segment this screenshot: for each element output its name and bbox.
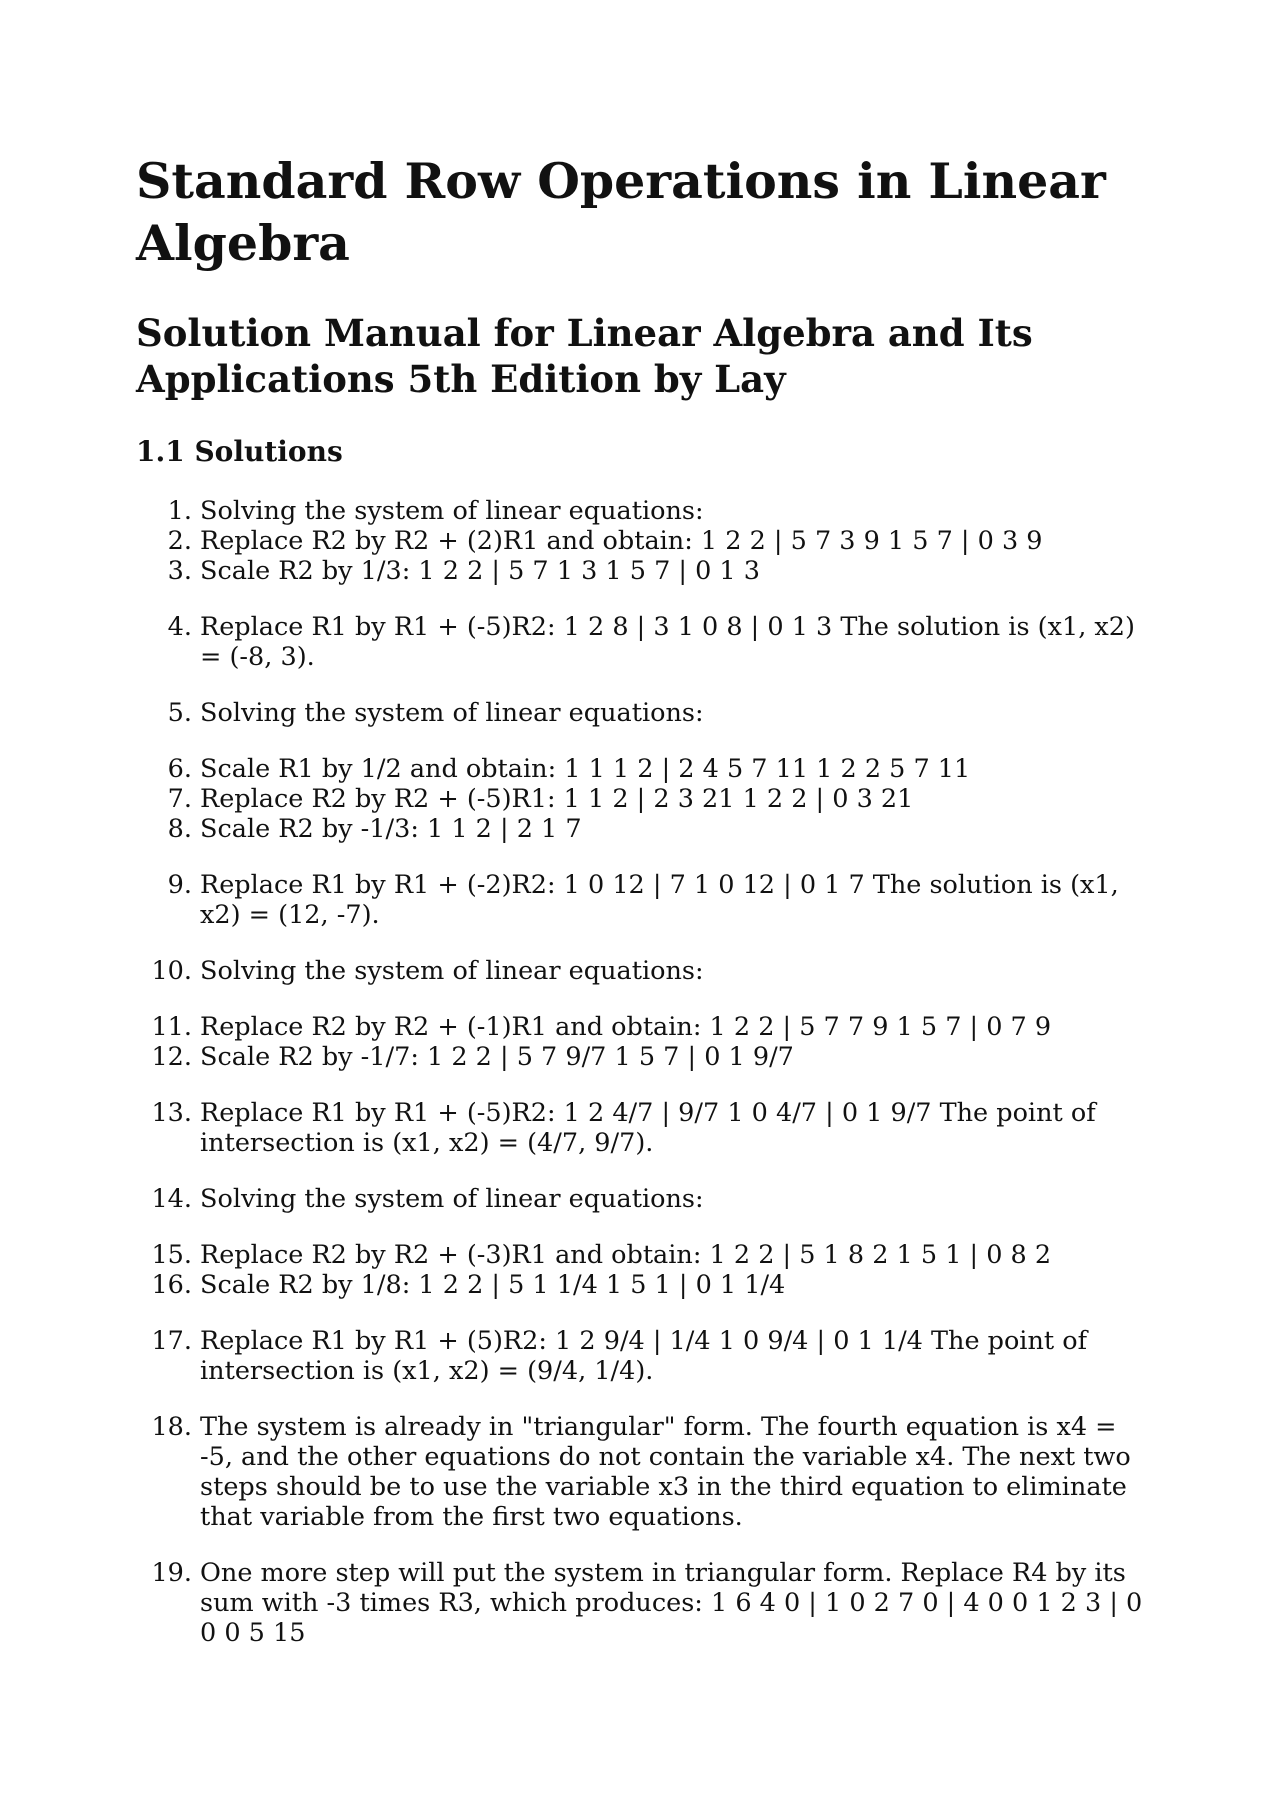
item-number: 3. <box>167 556 192 586</box>
item-text: Solving the system of linear equations: <box>200 496 704 526</box>
item-text: Replace R2 by R2 + (2)R1 and obtain: 1 2 2 | 5 7 3 9 1 5 7 | 0 3 9 <box>200 526 1043 556</box>
item-text: One more step will put the system in triangular form. Replace R4 by its sum with -3 times R3, which produces: 1 6 4 0 | 1 0 2 7 0 | 4 0 0 1 2 3 | 0 0 0 5 15 <box>200 1558 1143 1648</box>
list-item-1 <box>136 496 1156 526</box>
item-number: 9. <box>167 870 192 900</box>
list-item-17 <box>136 1326 1156 1386</box>
item-text: Scale R2 by 1/8: 1 2 2 | 5 1 1/4 1 5 1 | 0 1 1/4 <box>200 1270 786 1300</box>
item-number: 8. <box>167 814 192 844</box>
solution-list <box>136 496 1156 1648</box>
item-number: 5. <box>167 698 192 728</box>
item-text: Scale R2 by -1/3: 1 1 2 | 2 1 7 <box>200 814 582 844</box>
item-number: 7. <box>167 784 192 814</box>
list-item-15 <box>136 1240 1156 1270</box>
item-number: 18. <box>151 1412 192 1442</box>
list-item-16 <box>136 1270 1156 1300</box>
item-number: 12. <box>151 1042 192 1072</box>
list-item-13 <box>136 1098 1156 1158</box>
document-title: Standard Row Operations in Linear Algebra <box>136 152 1106 272</box>
list-item-6 <box>136 754 1156 784</box>
list-item-11 <box>136 1012 1156 1042</box>
item-text: Scale R1 by 1/2 and obtain: 1 1 1 2 | 2 4 5 7 11 1 2 2 5 7 11 <box>200 754 971 784</box>
list-item-14 <box>136 1184 1156 1214</box>
list-item-10 <box>136 956 1156 986</box>
list-item-12 <box>136 1042 1156 1072</box>
list-item-4 <box>136 612 1156 672</box>
item-number: 10. <box>151 956 192 986</box>
item-text: Solving the system of linear equations: <box>200 956 704 986</box>
item-number: 19. <box>151 1558 192 1588</box>
item-text: Replace R2 by R2 + (-3)R1 and obtain: 1 2 2 | 5 1 8 2 1 5 1 | 0 8 2 <box>200 1240 1052 1270</box>
item-text: Replace R2 by R2 + (-1)R1 and obtain: 1 2 2 | 5 7 7 9 1 5 7 | 0 7 9 <box>200 1012 1052 1042</box>
item-text: Solving the system of linear equations: <box>200 1184 704 1214</box>
item-text: Replace R1 by R1 + (-5)R2: 1 2 8 | 3 1 0 8 | 0 1 3 The solution is (x1, x2) = (-8, 3). <box>200 612 1135 672</box>
item-text: Scale R2 by 1/3: 1 2 2 | 5 7 1 3 1 5 7 | 0 1 3 <box>200 556 760 586</box>
item-number: 4. <box>167 612 192 642</box>
item-number: 6. <box>167 754 192 784</box>
item-number: 13. <box>151 1098 192 1128</box>
item-number: 17. <box>151 1326 192 1356</box>
item-text: Replace R1 by R1 + (-5)R2: 1 2 4/7 | 9/7 1 0 4/7 | 0 1 9/7 The point of intersection is (x1, x2) = (4/7, 9/7). <box>200 1098 1096 1158</box>
list-item-7 <box>136 784 1156 814</box>
item-text: Replace R1 by R1 + (-2)R2: 1 0 12 | 7 1 0 12 | 0 1 7 The solution is (x1, x2) = (12, -7). <box>200 870 1119 930</box>
item-number: 14. <box>151 1184 192 1214</box>
list-item-2 <box>136 526 1156 556</box>
item-number: 16. <box>151 1270 192 1300</box>
item-number: 2. <box>167 526 192 556</box>
item-text: Solving the system of linear equations: <box>200 698 704 728</box>
item-text: The system is already in "triangular" form. The fourth equation is x4 = -5, and the other equations do not contain the variable x4. The next two steps should be to use the variable x3 in the third equation to eliminate that variable from the first two equations. <box>200 1412 1131 1532</box>
list-item-8 <box>136 814 1156 844</box>
list-item-19 <box>136 1558 1156 1648</box>
item-text: Scale R2 by -1/7: 1 2 2 | 5 7 9/7 1 5 7 | 0 1 9/7 <box>200 1042 794 1072</box>
list-item-18 <box>136 1412 1156 1532</box>
list-item-9 <box>136 870 1156 930</box>
list-item-5 <box>136 698 1156 728</box>
document-subtitle: Solution Manual for Linear Algebra and Its Applications 5th Edition by Lay <box>136 311 1033 401</box>
item-number: 15. <box>151 1240 192 1270</box>
item-text: Replace R1 by R1 + (5)R2: 1 2 9/4 | 1/4 1 0 9/4 | 0 1 1/4 The point of intersection is (x1, x2) = (9/4, 1/4). <box>200 1326 1088 1386</box>
item-text: Replace R2 by R2 + (-5)R1: 1 1 2 | 2 3 21 1 2 2 | 0 3 21 <box>200 784 914 814</box>
list-item-3 <box>136 556 1156 586</box>
document-page <box>136 150 1156 1648</box>
item-number: 1. <box>167 496 192 526</box>
item-number: 11. <box>151 1012 192 1042</box>
section-heading: 1.1 Solutions <box>136 435 343 468</box>
